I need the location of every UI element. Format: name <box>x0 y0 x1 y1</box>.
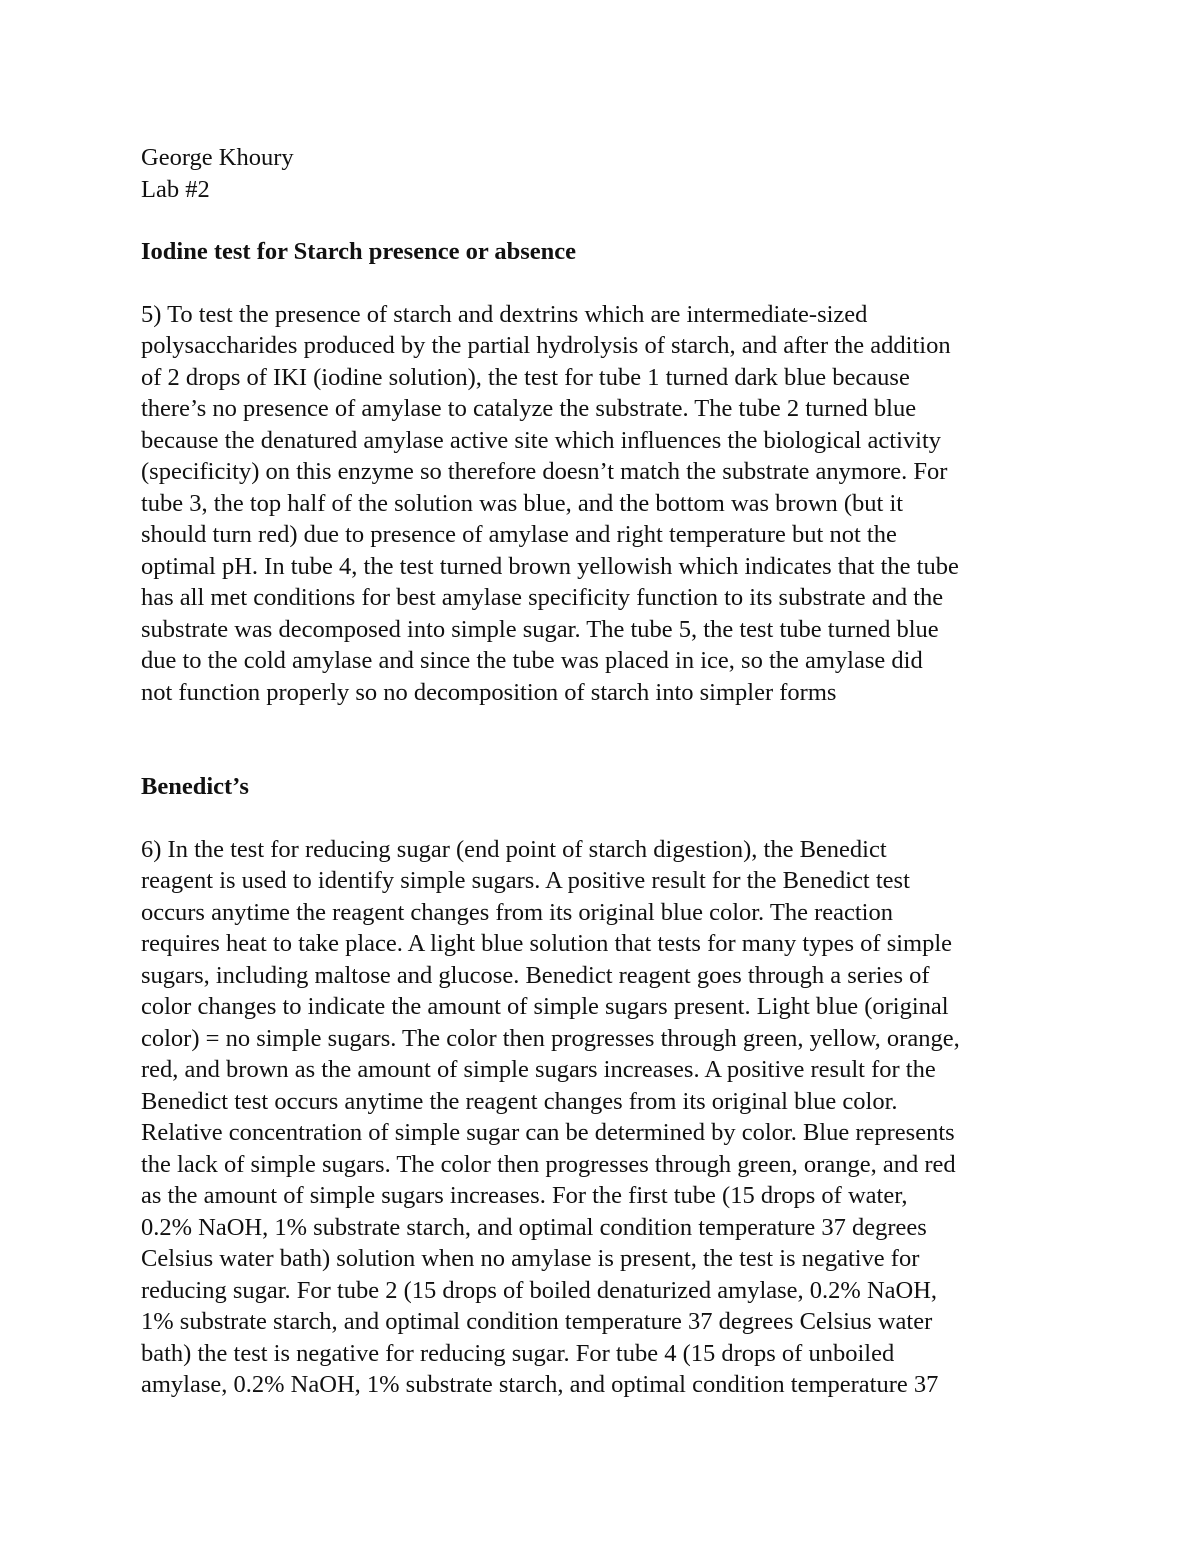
iodine-line: (specificity) on this enzyme so therefore doesn’t match the substrate anymore. For <box>141 458 948 485</box>
iodine-line: substrate was decomposed into simple sugar. The tube 5, the test tube turned blue <box>141 615 939 643</box>
iodine-line: due to the cold amylase and since the tube was placed in ice, so the amylase did <box>141 647 923 674</box>
benedict-line: as the amount of simple sugars increases. For the first tube (15 drops of water, <box>141 1182 908 1209</box>
iodine-line: tube 3, the top half of the solution was blue, and the bottom was brown (but it <box>141 489 904 517</box>
iodine-line: there’s no presence of amylase to catalyze the substrate. The tube 2 turned blue <box>141 395 917 422</box>
iodine-line: has all met conditions for best amylase specificity function to its substrate and the <box>141 584 944 611</box>
iodine-line: of 2 drops of IKI (iodine solution), the test for tube 1 turned dark blue because <box>141 363 910 391</box>
iodine-line: 5) To test the presence of starch and dextrins which are intermediate-sized <box>141 300 868 328</box>
benedict-line: bath) the test is negative for reducing sugar. For tube 4 (15 drops of unboiled <box>141 1339 895 1367</box>
iodine-line: optimal pH. In tube 4, the test turned brown yellowish which indicates that the tube <box>141 552 959 580</box>
iodine-heading: Iodine test for Starch presence or absence <box>141 238 577 265</box>
benedict-line: occurs anytime the reagent changes from its original blue color. The reaction <box>141 898 893 926</box>
benedict-line: color) = no simple sugars. The color then progresses through green, yellow, orange, <box>141 1024 960 1052</box>
benedict-line: Benedict test occurs anytime the reagent changes from its original blue color. <box>141 1087 898 1115</box>
iodine-line: not function properly so no decomposition of starch into simpler forms <box>141 678 837 706</box>
author-block <box>141 142 1066 205</box>
benedict-line: 1% substrate starch, and optimal condition temperature 37 degrees Celsius water <box>141 1308 933 1335</box>
benedict-line: color changes to indicate the amount of simple sugars present. Light blue (original <box>141 993 949 1020</box>
benedict-line: reagent is used to identify simple sugars. A positive result for the Benedict test <box>141 867 910 894</box>
benedict-line: 6) In the test for reducing sugar (end point of starch digestion), the Benedict <box>141 835 887 863</box>
benedict-line: sugars, including maltose and glucose. Benedict reagent goes through a series of <box>141 961 930 989</box>
benedict-line: reducing sugar. For tube 2 (15 drops of boiled denaturized amylase, 0.2% NaOH, <box>141 1276 938 1304</box>
benedict-line: 0.2% NaOH, 1% substrate starch, and optimal condition temperature 37 degrees <box>141 1213 927 1241</box>
benedict-paragraph <box>141 834 1066 1401</box>
iodine-paragraph <box>141 299 1066 709</box>
author-name: George Khoury <box>141 144 294 171</box>
iodine-line: polysaccharides produced by the partial hydrolysis of starch, and after the addition <box>141 332 951 359</box>
benedict-line: Relative concentration of simple sugar can be determined by color. Blue represents <box>141 1119 955 1146</box>
document-page <box>141 140 1066 1401</box>
benedict-line: the lack of simple sugars. The color then progresses through green, orange, and red <box>141 1150 956 1178</box>
iodine-line: should turn red) due to presence of amylase and right temperature but not the <box>141 521 897 548</box>
benedict-line: amylase, 0.2% NaOH, 1% substrate starch, and optimal condition temperature 37 <box>141 1371 939 1398</box>
benedict-line: requires heat to take place. A light blue solution that tests for many types of simple <box>141 930 953 957</box>
benedict-line: Celsius water bath) solution when no amylase is present, the test is negative for <box>141 1245 920 1272</box>
benedict-heading: Benedict’s <box>141 773 249 800</box>
benedict-line: red, and brown as the amount of simple sugars increases. A positive result for the <box>141 1056 936 1083</box>
iodine-line: because the denatured amylase active site which influences the biological activity <box>141 426 942 454</box>
lab-number: Lab #2 <box>141 175 210 203</box>
